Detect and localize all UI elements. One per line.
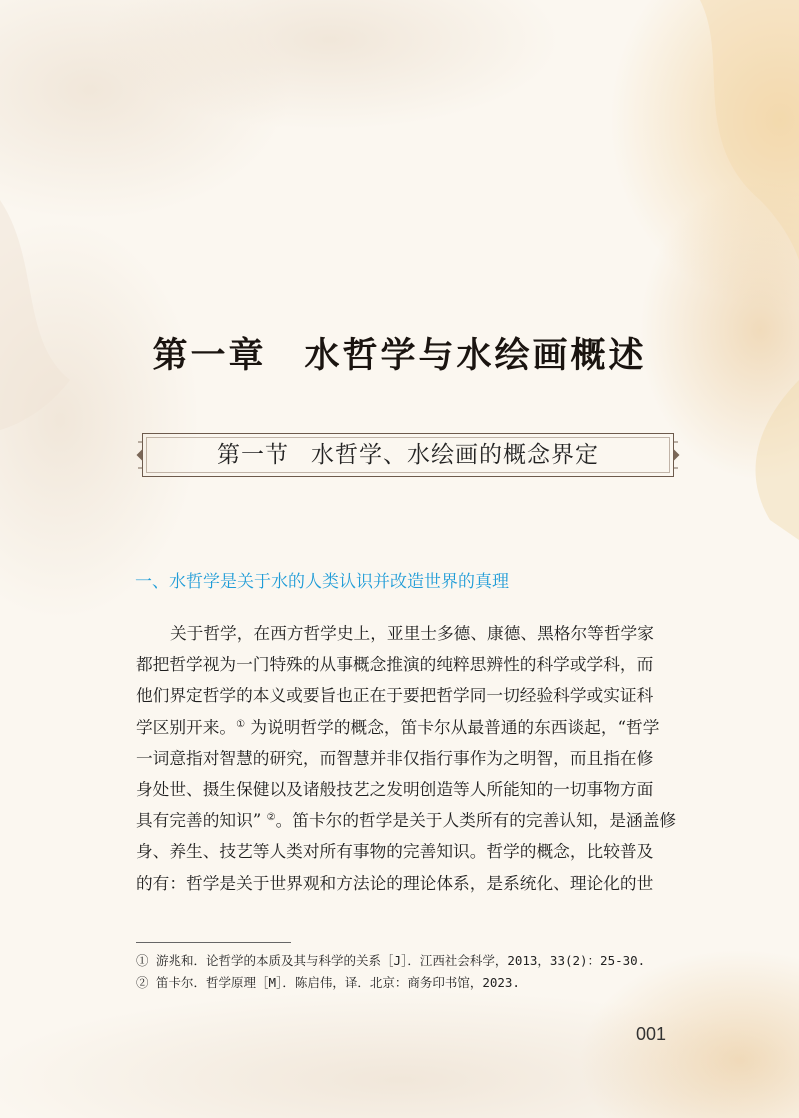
footnote-mark: ② bbox=[136, 975, 149, 990]
chapter-name: 水哲学与水绘画概述 bbox=[304, 335, 647, 377]
paragraph-line: 他们界定哲学的本义或要旨也正在于要把哲学同一切经验科学或实证科 bbox=[136, 685, 654, 706]
footnotes bbox=[136, 950, 645, 994]
footnote-mark: ① bbox=[136, 953, 149, 968]
page-number: 001 bbox=[636, 1024, 667, 1044]
footnote-divider bbox=[136, 942, 291, 943]
section-name: 水哲学、水绘画的概念界定 bbox=[311, 442, 599, 468]
paragraph-line: 一词意指对智慧的研究，而智慧并非仅指行事作为之明智，而且指在修 bbox=[136, 747, 654, 768]
paragraph-line: 身处世、摄生保健以及诸般技艺之发明创造等人所能知的一切事物方面 bbox=[136, 779, 654, 800]
footnote-text: 游兆和．论哲学的本质及其与科学的关系［J］．江西社会科学，2013，33(2)：25-30. bbox=[156, 953, 646, 968]
footnote-item bbox=[136, 972, 645, 994]
footnote-text: 笛卡尔．哲学原理［M］．陈启伟，译．北京：商务印书馆，2023. bbox=[156, 975, 520, 990]
footnote-marker[interactable]: ① bbox=[236, 718, 246, 730]
paragraph-line: 都把哲学视为一门特殊的从事概念推演的纯粹思辨性的科学或学科，而 bbox=[136, 654, 654, 675]
chapter-title bbox=[0, 328, 799, 378]
paragraph-line: 身、养生、技艺等人类对所有事物的完善知识。哲学的概念，比较普及 bbox=[136, 841, 654, 862]
paragraph-line: 的有：哲学是关于世界观和方法论的理论体系，是系统化、理论化的世 bbox=[136, 872, 654, 893]
footnote-item bbox=[136, 950, 645, 972]
section-title bbox=[136, 430, 680, 480]
paragraph-line: 学区别开来。① 为说明哲学的概念，笛卡尔从最普通的东西谈起，“哲学 bbox=[136, 716, 660, 737]
subheading: 一、水哲学是关于水的人类认识并改造世界的真理 bbox=[135, 572, 509, 592]
paragraph-line: 关于哲学，在西方哲学史上，亚里士多德、康德、黑格尔等哲学家 bbox=[170, 623, 654, 643]
footnote-marker[interactable]: ② bbox=[266, 812, 276, 824]
chapter-label: 第一章 bbox=[152, 335, 267, 377]
paragraph-line: 具有完善的知识” ②。笛卡尔的哲学是关于人类所有的完善认知，是涵盖修 bbox=[136, 810, 677, 831]
section-label: 第一节 bbox=[217, 442, 289, 468]
body-paragraph bbox=[136, 618, 684, 899]
